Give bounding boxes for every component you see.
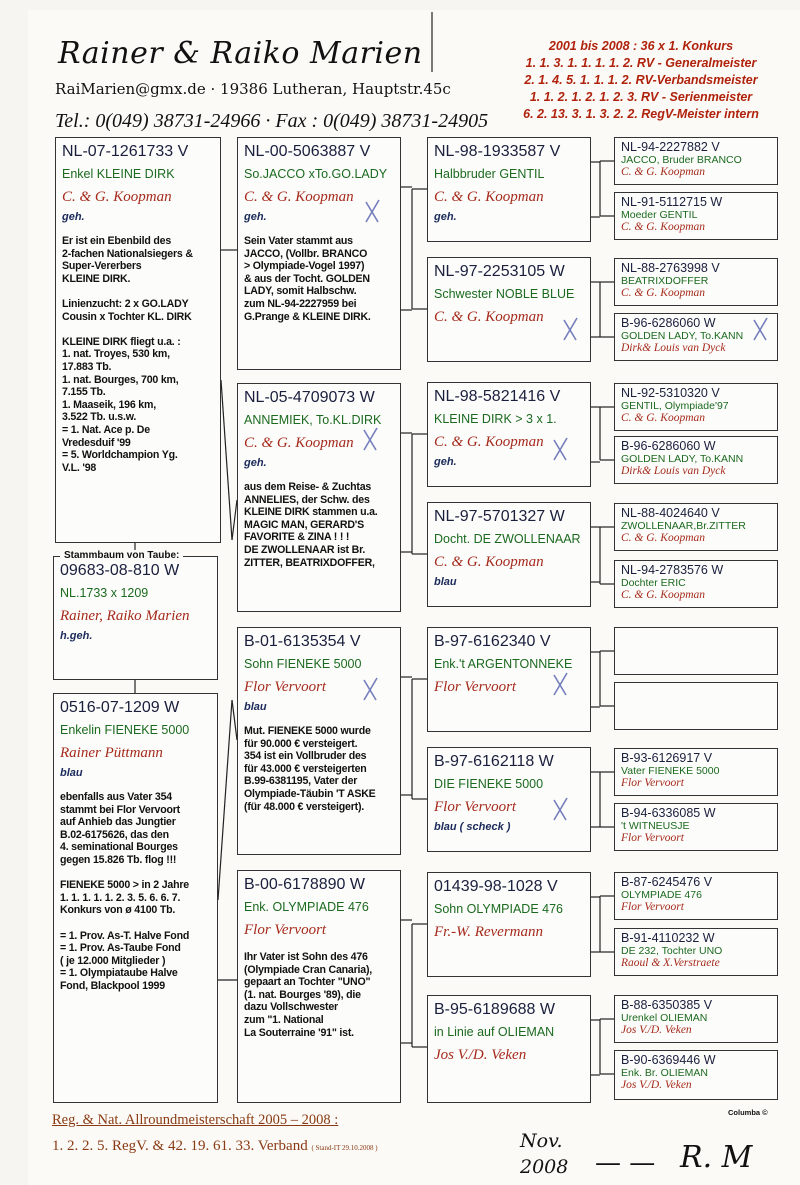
pigeon-breeder: Fr.-W. Revermann: [434, 924, 544, 940]
pigeon-color: geh.: [244, 211, 267, 223]
pigeon-name: Urenkel OLIEMAN: [621, 1012, 708, 1024]
pigeon-breeder: Jos V./D. Veken: [621, 1079, 692, 1091]
great-great-grandparent-card: [614, 928, 778, 976]
pigeon-name: ZWOLLENAAR,Br.ZITTER: [621, 520, 746, 532]
award-line: 2001 bis 2008 : 36 x 1. Konkurs: [548, 39, 734, 53]
pigeon-name: NL.1733 x 1209: [60, 586, 149, 600]
pigeon-breeder: C. & G. Koopman: [621, 589, 706, 601]
pigeon-ring-number: NL-07-1261733 V: [62, 143, 189, 160]
pigeon-breeder: Flor Vervoort: [621, 832, 684, 844]
pigeon-ring-number: 01439-98-1028 V: [434, 878, 558, 895]
pigeon-breeder: C. & G. Koopman: [434, 434, 544, 450]
pigeon-name: Enk. OLYMPIADE 476: [244, 900, 369, 914]
pigeon-ring-number: B-88-6350385 V: [621, 998, 713, 1012]
pigeon-ring-number: B-97-6162118 W: [434, 753, 554, 770]
pigeon-notes: aus dem Reise- & Zuchtas ANNELIES, der Schw. des KLEINE DIRK stammen u.a. MAGIC MAN, GERARD'S FAVORITE & ZINA ! ! ! DE ZWOLLENAAR ist Br. ZITTER, BEATRIXDOFFER,: [244, 481, 378, 569]
pigeon-color: blau: [244, 701, 267, 713]
grandparent-card: [237, 870, 401, 1103]
pigeon-name: Docht. DE ZWOLLENAAR: [434, 532, 581, 546]
pigeon-color: blau: [434, 576, 457, 588]
pigeon-ring-number: NL-88-2763998 V: [621, 261, 720, 275]
pigeon-name: in Linie auf OLIEMAN: [434, 1025, 555, 1039]
great-great-grandparent-card: [614, 192, 778, 240]
pigeon-breeder: Rainer, Raiko Marien: [60, 608, 190, 624]
pigeon-name: Enkel KLEINE DIRK: [62, 167, 175, 181]
great-great-grandparent-card: [614, 682, 778, 730]
great-grandparent-card: [427, 627, 591, 732]
pigeon-color: blau: [60, 767, 83, 779]
pigeon-name: JACCO, Bruder BRANCO: [621, 154, 742, 166]
pigeon-breeder: Jos V./D. Veken: [621, 1024, 692, 1036]
great-grandparent-card: [427, 502, 591, 607]
pigeon-name: GOLDEN LADY, To.KANN: [621, 453, 744, 465]
great-grandparent-card: [427, 137, 591, 242]
great-great-grandparent-card: [614, 748, 778, 796]
pigeon-name: ANNEMIEK, To.KL.DIRK: [244, 413, 382, 427]
pigeon-ring-number: NL-98-1933587 V: [434, 143, 561, 160]
great-grandparent-card: [427, 257, 591, 362]
great-great-grandparent-card: [614, 383, 778, 431]
awards-list: [505, 38, 777, 123]
pigeon-breeder: Rainer Püttmann: [60, 745, 163, 761]
pigeon-color: geh.: [434, 456, 457, 468]
pigeon-ring-number: NL-94-2783576 W: [621, 563, 724, 577]
pigeon-color: geh.: [434, 211, 457, 223]
handwritten-date: Nov. 2008: [520, 1130, 569, 1178]
pigeon-name: OLYMPIADE 476: [621, 889, 702, 901]
great-great-grandparent-card: [614, 803, 778, 851]
pigeon-ring-number: B-96-6286060 W: [621, 439, 716, 453]
pigeon-name: GENTIL, Olympiade'97: [621, 400, 729, 412]
connector-line: [218, 700, 232, 900]
pigeon-name: So.JACCO xTo.GO.LADY: [244, 167, 388, 181]
award-line: 1. 1. 3. 1. 1. 1. 1. 2. RV - Generalmeister: [525, 56, 757, 70]
pigeon-breeder: Jos V./D. Veken: [434, 1047, 527, 1063]
pigeon-notes: ebenfalls aus Vater 354 stammt bei Flor Vervoort auf Anhieb das Jungtier B.02-6175626, das den 4. seminational Bourges gegen 15.826 Tb. flog !!! FIENEKE 5000 > in 2 Jahre 1. 1. 1. 1. 1. 2. 3. 5. 6. 6. 7. Konkurs von ø 4100 Tb. = 1. Prov. As-T. Halve Fond = 1. Prov. As-Taube Fond ( je 12.000 Mitglieder ) = 1. Olympiataube Halve Fond, Blackpool 1999: [60, 791, 190, 992]
great-great-grandparent-card: [614, 1050, 778, 1100]
pigeon-breeder: Raoul & X.Verstraete: [621, 957, 720, 969]
pigeon-ring-number: B-93-6126917 V: [621, 751, 713, 765]
pigeon-breeder: C. & G. Koopman: [434, 309, 544, 325]
pigeon-notes: Er ist ein Ebenbild des 2-fachen Nationalsiegers & Super-Vererbers KLEINE DIRK. Linienzucht: 2 x GO.LADY Cousin x Tochter KL. DIRK KLEINE DIRK fliegt u.a. : 1. nat. Troyes, 530 km, 17.883 Tb. 1. nat. Bourges, 700 km, 7.155 Tb. 1. Maaseik, 196 km, 3.522 Tb. u.s.w. = 1. Nat. Ace p. De Vredesduif '99 = 5. Worldchampion Yg. V.L. '98: [62, 235, 193, 474]
pigeon-breeder: Flor Vervoort: [434, 679, 517, 695]
sire-card: [55, 137, 221, 543]
pigeon-color: geh.: [244, 457, 267, 469]
dam-card: [53, 693, 218, 1103]
championship-stand: ( Stand-IT 29.10.2008 ): [311, 1144, 378, 1152]
pigeon-breeder: C. & G. Koopman: [621, 221, 706, 233]
pigeon-notes: Mut. FIENEKE 5000 wurde für 90.000 € versteigert. 354 ist ein Vollbruder des für 43.000 € versteigerten B.99-6381195, Vater der Olympiade-Täubin 'T ASKE (für 48.000 € versteigert).: [244, 725, 376, 813]
award-line: 1. 1. 2. 1. 2. 1. 2. 3. RV - Serienmeister: [529, 90, 753, 104]
pigeon-name: KLEINE DIRK > 3 x 1.: [434, 412, 557, 426]
pigeon-name: Enk. Br. OLIEMAN: [621, 1067, 708, 1079]
great-great-grandparent-card: [614, 627, 778, 675]
pigeon-ring-number: NL-05-4709073 W: [244, 389, 375, 406]
great-grandparent-card: [427, 747, 591, 852]
pigeon-name: GOLDEN LADY, To.KANN: [621, 330, 744, 342]
pigeon-ring-number: 0516-07-1209 W: [60, 699, 180, 716]
great-grandparent-card: [427, 872, 591, 977]
pigeon-ring-number: B-01-6135354 V: [244, 633, 361, 650]
subject-card: [53, 556, 218, 680]
subject-label: Stammbaum von Taube:: [60, 550, 183, 561]
pigeon-name: DE 232, Tochter UNO: [621, 945, 723, 957]
pigeon-breeder: C. & G. Koopman: [621, 166, 706, 178]
great-great-grandparent-card: [614, 995, 778, 1043]
grandparent-card: [237, 137, 401, 370]
pigeon-breeder: Dirk& Louis van Dyck: [621, 342, 726, 354]
pigeon-name: Enk.'t ARGENTONNEKE: [434, 657, 573, 671]
award-line: 2. 1. 4. 5. 1. 1. 1. 2. RV-Verbandsmeister: [524, 73, 758, 87]
pigeon-name: Moeder GENTIL: [621, 209, 698, 221]
pigeon-color: geh.: [62, 211, 85, 223]
great-great-grandparent-card: [614, 503, 778, 551]
championship-results-text: 1. 2. 2. 5. RegV. & 42. 19. 61. 33. Verband: [52, 1138, 308, 1154]
pigeon-ring-number: B-94-6336085 W: [621, 806, 716, 820]
great-great-grandparent-card: [614, 258, 778, 306]
pigeon-breeder: C. & G. Koopman: [621, 287, 706, 299]
pigeon-breeder: C. & G. Koopman: [244, 189, 354, 205]
pigeon-ring-number: B-00-6178890 W: [244, 876, 365, 893]
pigeon-breeder: Flor Vervoort: [621, 901, 684, 913]
pigeon-ring-number: NL-97-2253105 W: [434, 263, 565, 280]
pigeon-breeder: Flor Vervoort: [244, 922, 327, 938]
pigeon-ring-number: B-90-6369446 W: [621, 1053, 716, 1067]
pigeon-name: DIE FIENEKE 5000: [434, 777, 544, 791]
great-grandparent-card: [427, 382, 591, 487]
pigeon-ring-number: NL-91-5112715 W: [621, 195, 723, 209]
pigeon-breeder: Flor Vervoort: [244, 679, 327, 695]
pigeon-ring-number: NL-00-5063887 V: [244, 143, 371, 160]
pigeon-breeder: Dirk& Louis van Dyck: [621, 465, 726, 477]
pigeon-ring-number: NL-88-4024640 V: [621, 506, 720, 520]
pigeon-ring-number: NL-94-2227882 V: [621, 140, 720, 154]
pigeon-breeder: C. & G. Koopman: [62, 189, 172, 205]
pigeon-ring-number: B-87-6245476 V: [621, 875, 713, 889]
grandparent-card: [237, 627, 401, 855]
great-grandparent-card: [427, 995, 591, 1103]
championship-heading: Reg. & Nat. Allroundmeisterschaft 2005 – 2008 :: [52, 1112, 339, 1128]
pigeon-name: Schwester NOBLE BLUE: [434, 287, 575, 301]
pigeon-ring-number: B-91-4110232 W: [621, 931, 715, 945]
breeder-title: Rainer & Raiko Marien: [58, 36, 423, 71]
pigeon-breeder: C. & G. Koopman: [434, 189, 544, 205]
pigeon-name: BEATRIXDOFFER: [621, 275, 709, 287]
great-great-grandparent-card: [614, 872, 778, 920]
award-line: 6. 2. 13. 3. 1. 3. 2. 2. RegV-Meister intern: [523, 107, 759, 121]
pigeon-breeder: C. & G. Koopman: [244, 435, 354, 451]
pigeon-name: 't WITNEUSJE: [621, 820, 690, 832]
pigeon-breeder: Flor Vervoort: [621, 777, 684, 789]
great-great-grandparent-card: [614, 137, 778, 185]
signature: R. M: [680, 1140, 753, 1175]
pigeon-ring-number: B-95-6189688 W: [434, 1001, 555, 1018]
breeder-address: RaiMarien@gmx.de · 19386 Lutheran, Hauptstr.45c: [55, 80, 451, 98]
pigeon-breeder: C. & G. Koopman: [621, 532, 706, 544]
pigeon-ring-number: B-96-6286060 W: [621, 316, 716, 330]
pigeon-breeder: C. & G. Koopman: [434, 554, 544, 570]
pigeon-color: h.geh.: [60, 630, 93, 642]
pigeon-name: Sohn FIENEKE 5000: [244, 657, 362, 671]
pigeon-name: Vater FIENEKE 5000: [621, 765, 720, 777]
pigeon-name: Enkelin FIENEKE 5000: [60, 723, 190, 737]
copyright-note: Columba ©: [728, 1108, 768, 1117]
great-great-grandparent-card: [614, 560, 778, 608]
pigeon-name: Halbbruder GENTIL: [434, 167, 545, 181]
pigeon-ring-number: NL-98-5821416 V: [434, 388, 561, 405]
pigeon-name: Sohn OLYMPIADE 476: [434, 902, 564, 916]
pigeon-ring-number: 09683-08-810 W: [60, 562, 180, 579]
pigeon-name: Dochter ERIC: [621, 577, 686, 589]
pigeon-notes: Sein Vater stammt aus JACCO, (Vollbr. BRANCO > Olympiade-Vogel 1997) & aus der Tocht. GOLDEN LADY, somit Halbschw. zum NL-94-2227959 bei G.Prange & KLEINE DIRK.: [244, 235, 371, 323]
connector-line: [221, 380, 232, 540]
pigeon-notes: Ihr Vater ist Sohn des 476 (Olympiade Cran Canaria), gepaart an Tochter "UNO" (1. nat. Bourges '89), die dazu Vollschwester zum "1. National La Souterraine '91" ist.: [244, 951, 373, 1039]
pigeon-breeder: C. & G. Koopman: [621, 412, 706, 424]
great-great-grandparent-card: [614, 313, 778, 361]
pigeon-breeder: Flor Vervoort: [434, 799, 517, 815]
championship-results: [52, 1138, 378, 1155]
breeder-phone-fax: Tel.: 0(049) 38731-24966 · Fax : 0(049) 38731-24905: [55, 110, 489, 132]
great-great-grandparent-card: [614, 436, 778, 484]
pigeon-ring-number: NL-97-5701327 W: [434, 508, 565, 525]
pigeon-ring-number: B-97-6162340 V: [434, 633, 551, 650]
grandparent-card: [237, 383, 401, 612]
signature-dash: — —: [595, 1148, 656, 1178]
pigeon-color: blau ( scheck ): [434, 821, 511, 833]
pigeon-ring-number: NL-92-5310320 V: [621, 386, 720, 400]
